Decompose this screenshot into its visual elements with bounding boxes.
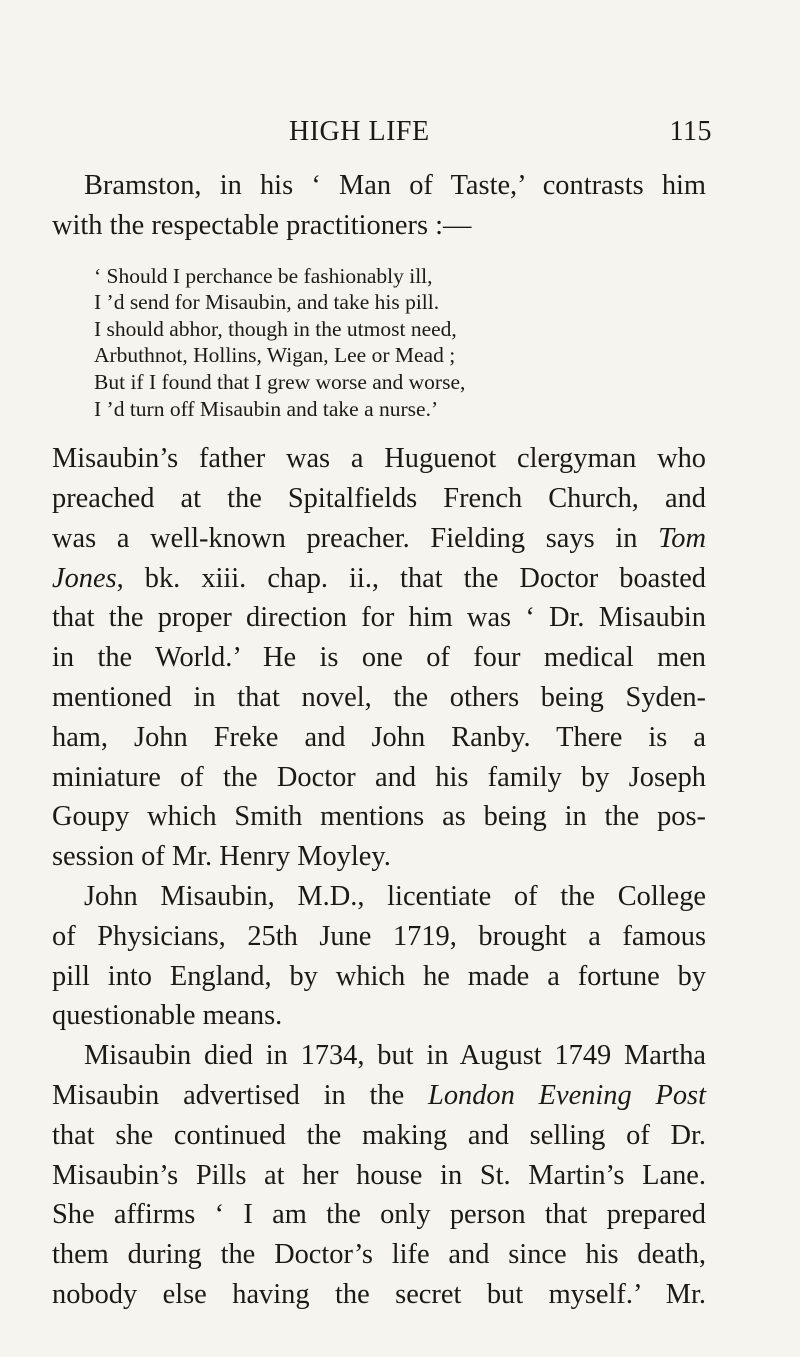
italic-title-fragment: Jones bbox=[52, 562, 117, 594]
verse-quotation bbox=[94, 263, 706, 423]
text-line: with the respectable practitioners :— bbox=[52, 209, 472, 241]
page-header bbox=[52, 116, 712, 156]
paragraph-2 bbox=[52, 439, 706, 877]
text-line: miniature of the Doctor and his family by Joseph bbox=[52, 761, 706, 793]
text-line: John Misaubin, M.D., licentiate of the College bbox=[84, 880, 706, 912]
text-line: Misaubin died in 1734, but in August 1749 Martha bbox=[84, 1040, 706, 1072]
verse-line: ‘ Should I perchance be fashionably ill, bbox=[94, 263, 433, 288]
text-line: of Physicians, 25th June 1719, brought a famous bbox=[52, 920, 706, 952]
text-line: Misaubin’s father was a Huguenot clergyman who bbox=[52, 443, 706, 475]
text-line: She affirms ‘ I am the only person that prepared bbox=[52, 1199, 706, 1231]
text-line bbox=[52, 1076, 706, 1116]
text-line: mentioned in that novel, the others being Syden- bbox=[52, 681, 706, 713]
text-line: questionable means. bbox=[52, 1000, 283, 1032]
paragraph-3 bbox=[52, 877, 706, 1036]
text-fragment: , bk. xiii. chap. ii., that the Doctor boasted bbox=[116, 562, 706, 594]
verse-line: But if I found that I grew worse and worse, bbox=[94, 369, 466, 394]
text-line bbox=[52, 559, 706, 599]
verse-line: I ’d send for Misaubin, and take his pill. bbox=[94, 290, 440, 315]
text-fragment: Misaubin advertised in the bbox=[52, 1079, 429, 1111]
verse-line: Arbuthnot, Hollins, Wigan, Lee or Mead ; bbox=[94, 343, 456, 368]
text-line: preached at the Spitalfields French Church, and bbox=[52, 482, 706, 514]
text-line: that she continued the making and selling of Dr. bbox=[52, 1119, 706, 1151]
text-line bbox=[52, 519, 706, 559]
verse-line: I should abhor, though in the utmost need, bbox=[94, 316, 457, 341]
text-line: Misaubin’s Pills at her house in St. Martin’s Lane. bbox=[52, 1159, 706, 1191]
text-line: in the World.’ He is one of four medical men bbox=[52, 642, 706, 674]
body-text bbox=[52, 166, 706, 1315]
paragraph-1 bbox=[52, 166, 706, 246]
text-line: Goupy which Smith mentions as being in the pos- bbox=[52, 801, 706, 833]
verse-line: I ’d turn off Misaubin and take a nurse.’ bbox=[94, 396, 439, 421]
running-title: HIGH LIFE bbox=[289, 116, 430, 147]
text-line: session of Mr. Henry Moyley. bbox=[52, 841, 391, 873]
text-line: nobody else having the secret but myself.’ Mr. bbox=[52, 1278, 706, 1310]
paragraph-4 bbox=[52, 1036, 706, 1315]
text-line: ham, John Freke and John Ranby. There is a bbox=[52, 721, 706, 753]
text-fragment: was a well-known preacher. Fielding says in bbox=[52, 522, 659, 554]
text-line: that the proper direction for him was ‘ Dr. Misaubin bbox=[52, 602, 706, 634]
italic-title-fragment: Tom bbox=[658, 522, 706, 554]
italic-title-fragment: London Evening Post bbox=[428, 1079, 706, 1111]
text-line: Bramston, in his ‘ Man of Taste,’ contrasts him bbox=[84, 170, 706, 201]
text-line: pill into England, by which he made a fortune by bbox=[52, 960, 706, 992]
text-line: them during the Doctor’s life and since his death, bbox=[52, 1239, 706, 1271]
page-number: 115 bbox=[669, 116, 712, 147]
